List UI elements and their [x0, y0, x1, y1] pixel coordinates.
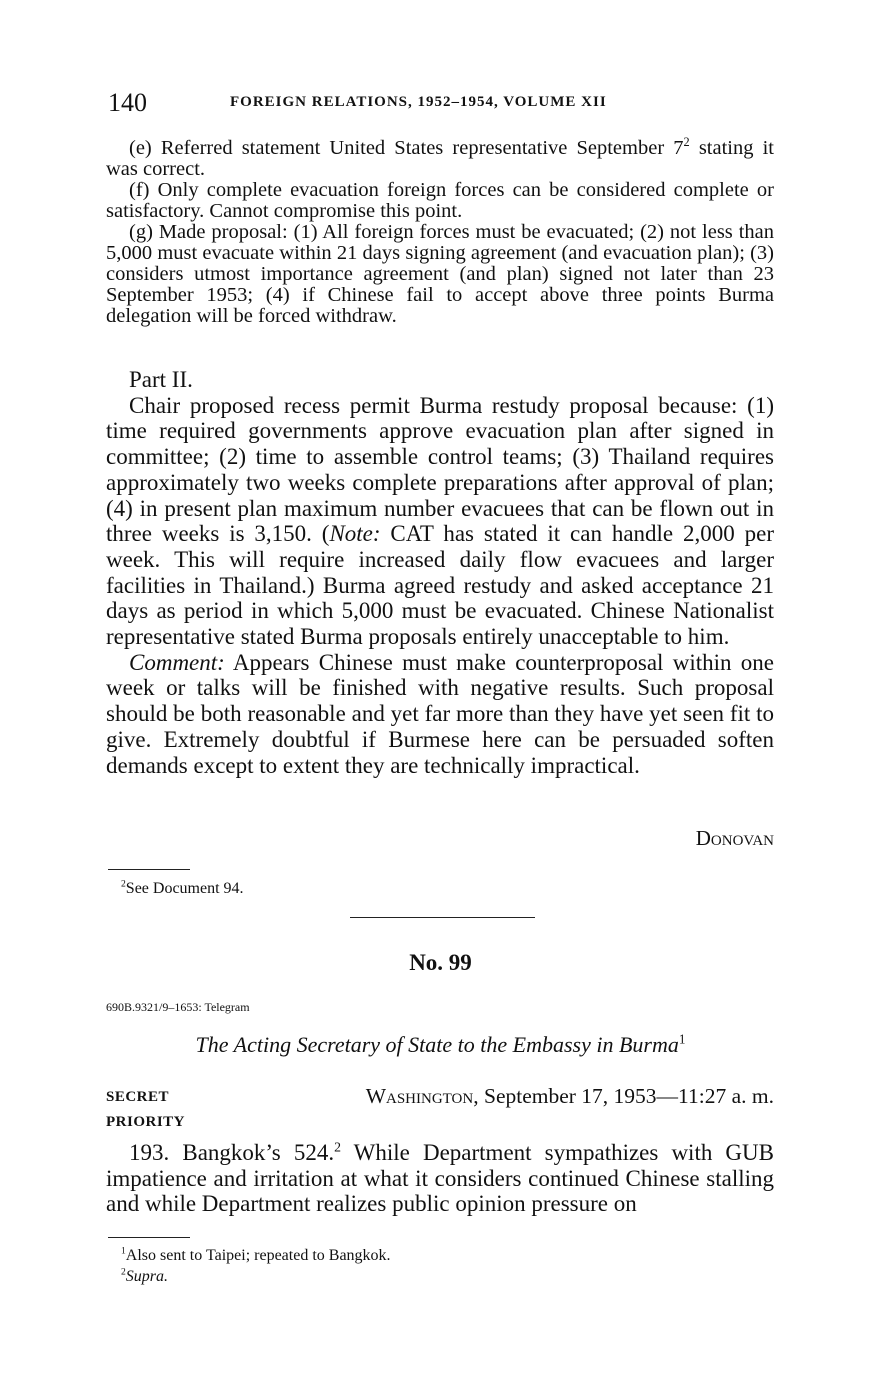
classification: SECRET: [106, 1089, 170, 1105]
footnote-2-2-mark: 2: [121, 1266, 126, 1278]
page-number: 140: [108, 88, 147, 117]
upper-section: [106, 135, 774, 327]
part-two-heading: Part II.: [129, 367, 193, 392]
item-e-footnote-ref: 2: [683, 135, 690, 150]
signature: Donovan: [695, 826, 774, 850]
footnote-2-1-text: Also sent to Taipei; repeated to Bangkok.: [125, 1247, 391, 1264]
comment-text: Appears Chinese must make counterproposal within one week or talks will be finished with negative results. Such proposal should be both reasonable and yet far more than they have yet seen fit to give. Extremely doubtful if Burmese here can be persuaded soften demands except to extent they are technically impractical.: [106, 649, 774, 778]
dateline: [366, 1084, 774, 1109]
footnote-2-2-text: Supra.: [125, 1268, 169, 1285]
part-two-text-b: CAT has stated it can handle 2,000 per week. This will require increased daily flow evacuees and larger facilities in Thailand.) Burma agreed restudy and asked acceptance 21 days as period in which 5,000 must be evacuated. Chinese Nationalist representative stated Burma proposals entirely unacceptable to him.: [106, 521, 774, 650]
footnote-divider: [108, 869, 190, 870]
document-title: [0, 1032, 881, 1058]
document-title-footnote-ref: 1: [678, 1031, 686, 1047]
part-two-section: [106, 367, 774, 778]
footnote-1-mark: 2: [121, 878, 126, 890]
section-divider: [350, 917, 535, 918]
document-title-text: The Acting Secretary of State to the Embassy in Burma: [195, 1032, 679, 1057]
file-reference: 690B.9321/9–1653: Telegram: [106, 1000, 250, 1014]
footnote-2-1: [121, 1246, 391, 1266]
telegram-body: [106, 1140, 774, 1217]
footnote-1: [121, 879, 244, 899]
item-g: (g) Made proposal: (1) All foreign forces must be evacuated; (2) not less than 5,000 must evacuate within 21 days signing agreement (and evacuation plan); (3) considers utmost importance agreement (and plan) signed not later than 23 September 1953; (4) if Chinese fail to accept above three points Burma delegation will be forced withdraw.: [106, 221, 774, 327]
footnote-2-2: [121, 1267, 168, 1287]
item-e-text: (e) Referred statement United States representative September 7: [129, 137, 684, 159]
item-e: [106, 135, 774, 180]
part-two-text-a: Chair proposed recess permit Burma restudy proposal because: (1) time required governments approve evacuation plan after signed in committee; (2) time to assemble control teams; (3) Thailand requires approximately two weeks complete preparations after approval of plan; (4) in present plan maximum number evacuees that can be flown out in three weeks is 3,150. (: [106, 392, 774, 547]
footnote-1-text: See Document 94.: [125, 880, 244, 897]
telegram-body-footnote-ref: 2: [334, 1139, 341, 1155]
dateline-date: , September 17, 1953—11:27 a. m.: [473, 1084, 774, 1108]
footnote-divider-2: [108, 1237, 190, 1238]
comment-paragraph: [106, 650, 774, 779]
precedence: PRIORITY: [106, 1114, 186, 1130]
item-f: (f) Only complete evacuation foreign forces can be considered complete or satisfactory. Cannot compromise this point.: [106, 179, 774, 222]
part-two-paragraph: [106, 393, 774, 650]
dateline-place: Washington: [365, 1084, 474, 1108]
telegram-body-a: 193. Bangkok’s 524.: [129, 1140, 335, 1165]
footnote-2-1-mark: 1: [121, 1245, 126, 1257]
item-e-tail: stating it was correct.: [106, 137, 774, 180]
comment-label: Comment:: [129, 649, 225, 675]
telegram-body-b: While Department sympathizes with GUB impatience and irritation at what it considers continued Chinese stalling and while Department realizes public opinion pressure on: [106, 1140, 774, 1217]
document-number: No. 99: [409, 950, 472, 975]
running-title: FOREIGN RELATIONS, 1952–1954, VOLUME XII: [230, 94, 607, 110]
note-label: Note:: [329, 521, 381, 547]
